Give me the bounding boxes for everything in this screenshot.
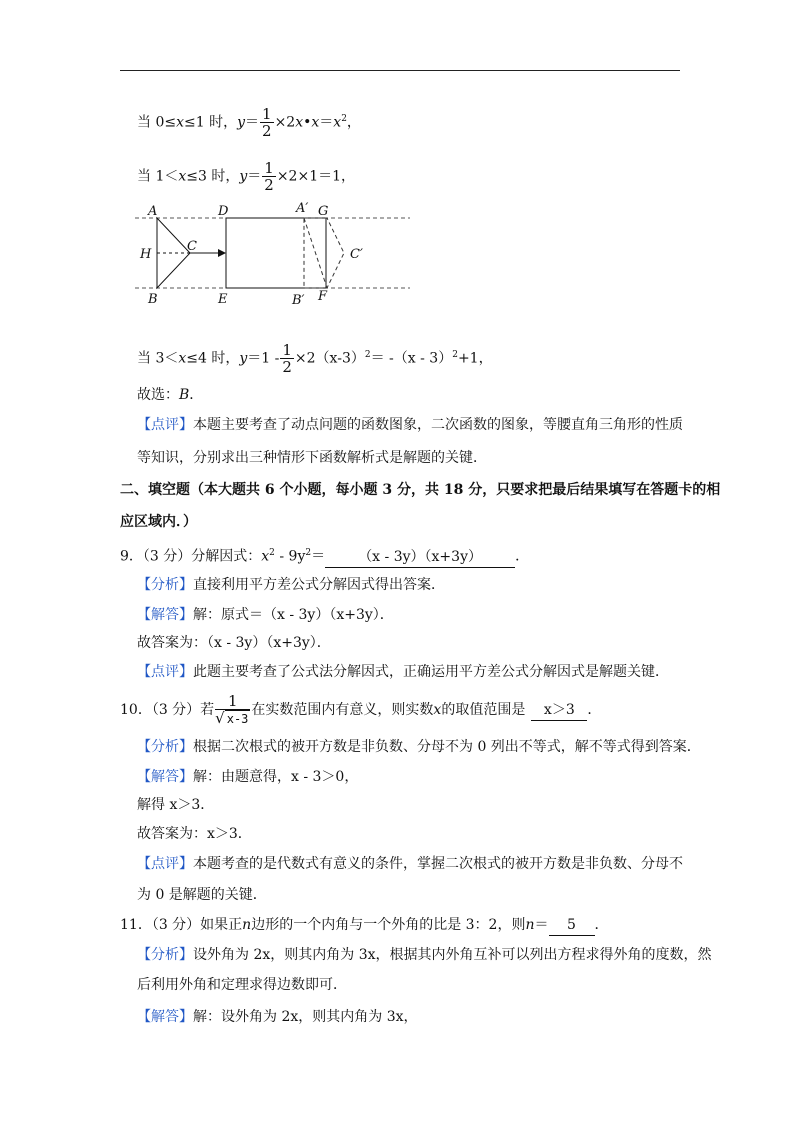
q9-answer: 故答案为：（x - 3y）（x+3y）． <box>137 635 331 651</box>
answer-choice: B <box>179 387 190 403</box>
text: 的取值范围是 <box>441 702 526 718</box>
var: y <box>239 350 248 367</box>
question-11 <box>120 915 609 936</box>
text: 当 3＜ <box>137 350 179 367</box>
case-line-1 <box>137 106 361 139</box>
comment-text: 本题主要考查了动点问题的函数图象，二次函数的图象，等腰直角三角形的性质 <box>193 417 683 433</box>
text: ＝ <box>311 548 326 565</box>
text: ＝ <box>245 114 260 131</box>
comment-text: 本题考查的是代数式有意义的条件，掌握二次根式的被开方数是非负数、分母不 <box>193 856 683 872</box>
analysis-tag: 【分析】 <box>137 947 193 963</box>
exponent: 2 <box>364 349 371 360</box>
comment-1 <box>137 415 683 435</box>
q10-comment-cont: 为 0 是解题的关键． <box>137 887 267 903</box>
text: ≤1 时， <box>184 114 238 131</box>
text: 在实数范围内有意义，则实数 <box>251 702 434 718</box>
q11-analysis-cont: 后利用外角和定理求得边数即可． <box>137 977 347 993</box>
label-H: H <box>140 247 152 262</box>
var: x <box>178 350 187 367</box>
text: ≤4 时， <box>186 350 240 367</box>
question-9 <box>120 543 529 568</box>
question-number: 10．（3 分）若 <box>120 702 215 718</box>
label-B: B <box>148 292 158 307</box>
solution-tag: 【解答】 <box>137 769 193 785</box>
var: x <box>261 548 270 565</box>
comment-1-cont: 等知识，分别求出三种情形下函数解析式是解题的关键． <box>137 450 487 466</box>
question-number: 9．（3 分）分解因式： <box>120 548 262 565</box>
label-A-prime: A′ <box>296 201 309 216</box>
choice-line <box>137 385 203 405</box>
denominator: 2 <box>262 122 272 140</box>
label-A: A <box>148 204 158 219</box>
label-E: E <box>218 292 228 307</box>
answer-blank: x＞3 <box>531 700 587 721</box>
label-C-prime: C′ <box>350 247 363 262</box>
analysis-text: 设外角为 2x，则其内角为 3x，根据其内外角互补可以列出方程求得外角的度数，然 <box>193 947 712 963</box>
label-D: D <box>218 204 229 219</box>
q10-solution <box>137 767 358 787</box>
text: 边形的一个内角与一个外角的比是 3：2，则 <box>251 917 526 933</box>
text: ×2（x-3） <box>294 350 365 367</box>
solution-text: 解：原式＝（x - 3y）（x+3y）． <box>193 607 394 623</box>
arrow-head <box>218 249 226 257</box>
solution-text: 解：由题意得，x - 3＞0， <box>193 769 359 785</box>
comment-tag: 【点评】 <box>137 856 193 872</box>
q9-comment <box>137 662 669 682</box>
label-F: F <box>318 289 328 304</box>
analysis-text: 根据二次根式的被开方数是非负数、分母不为 0 列出不等式，解不等式得到答案． <box>193 739 701 755</box>
text: ＝ <box>534 917 549 933</box>
text: ＝ -（x - 3） <box>370 350 453 367</box>
triangle-a2b2c2 <box>304 218 344 288</box>
question-10 <box>120 693 601 727</box>
solution-tag: 【解答】 <box>137 1009 193 1025</box>
triangle-abc <box>157 218 190 288</box>
var: y <box>239 168 248 185</box>
q11-solution <box>137 1007 418 1027</box>
var: x <box>333 114 342 131</box>
fraction <box>262 160 276 193</box>
text: ． <box>594 917 609 933</box>
geometry-figure <box>130 200 420 312</box>
denominator: √ x-3 <box>215 709 249 727</box>
exponent: 2 <box>269 548 275 558</box>
header-rule <box>120 70 680 71</box>
label-G: G <box>318 204 329 219</box>
text: - 9y <box>274 548 306 565</box>
analysis-text: 直接利用平方差公式分解因式得出答案． <box>193 577 445 593</box>
comment-tag: 【点评】 <box>137 664 193 680</box>
numerator: 1 <box>282 341 292 359</box>
comment-text: 此题主要考查了公式法分解因式，正确运用平方差公式分解因式是解题关键． <box>193 664 669 680</box>
case-line-3 <box>137 342 493 375</box>
text: ＝ <box>319 114 334 131</box>
exponent: 2 <box>341 113 347 124</box>
label-B-prime: B′ <box>292 293 305 308</box>
denominator: 2 <box>264 176 274 194</box>
q10-analysis <box>137 737 701 757</box>
q10-comment <box>137 854 683 874</box>
text: ＝ <box>247 168 262 185</box>
answer-blank: 5 <box>549 915 595 936</box>
text: ． <box>189 387 204 403</box>
rectangle-defg <box>226 218 326 288</box>
q9-analysis <box>137 575 445 595</box>
text: ． <box>515 548 530 565</box>
text: 故选： <box>137 387 179 403</box>
text: ×2 <box>274 114 296 131</box>
var: x <box>295 114 304 131</box>
a2b2-dashed <box>304 218 327 288</box>
var: y <box>237 114 246 131</box>
numerator: 1 <box>215 693 250 710</box>
fraction <box>215 693 250 727</box>
var: x <box>433 702 442 718</box>
label-C: C <box>187 239 197 254</box>
solution-text: 解：设外角为 2x，则其内角为 3x， <box>193 1009 418 1025</box>
case-line-2 <box>137 160 355 193</box>
var: x <box>176 114 184 131</box>
var: x <box>311 114 320 131</box>
text: ， <box>346 114 361 131</box>
radicand: x-3 <box>226 712 249 726</box>
text: ． <box>587 702 602 718</box>
fraction <box>280 342 294 375</box>
question-number: 11．（3 分）如果正 <box>120 917 243 933</box>
analysis-tag: 【分析】 <box>137 739 193 755</box>
text: ≤3 时， <box>186 168 240 185</box>
q10-solve: 解得 x＞3． <box>137 797 215 813</box>
text: 当 0≤ <box>137 114 177 131</box>
var: n <box>242 917 252 933</box>
exponent: 2 <box>305 548 312 558</box>
q11-analysis <box>137 945 712 965</box>
section-heading: 二、填空题（本大题共 6 个小题，每小题 3 分，共 18 分，只要求把最后结果填写在答题卡的相 <box>120 482 721 498</box>
var: x <box>178 168 187 185</box>
numerator: 1 <box>264 159 274 177</box>
q9-solution <box>137 605 394 625</box>
section-heading-cont: 应区域内．） <box>120 514 197 530</box>
text: ×2×1＝1， <box>276 168 356 185</box>
var: n <box>525 917 535 933</box>
q10-answer: 故答案为：x＞3． <box>137 826 252 842</box>
numerator: 1 <box>262 105 272 123</box>
text: 当 1＜ <box>137 168 179 185</box>
text: ＝1 - <box>247 350 280 367</box>
solution-tag: 【解答】 <box>137 607 193 623</box>
exponent: 2 <box>452 349 458 360</box>
denominator: 2 <box>282 358 292 376</box>
answer-blank: （x - 3y）（x+3y） <box>325 547 515 568</box>
text: +1， <box>457 350 493 367</box>
fraction <box>260 106 274 139</box>
text: • <box>303 114 312 131</box>
comment-tag: 【点评】 <box>137 417 193 433</box>
analysis-tag: 【分析】 <box>137 577 193 593</box>
